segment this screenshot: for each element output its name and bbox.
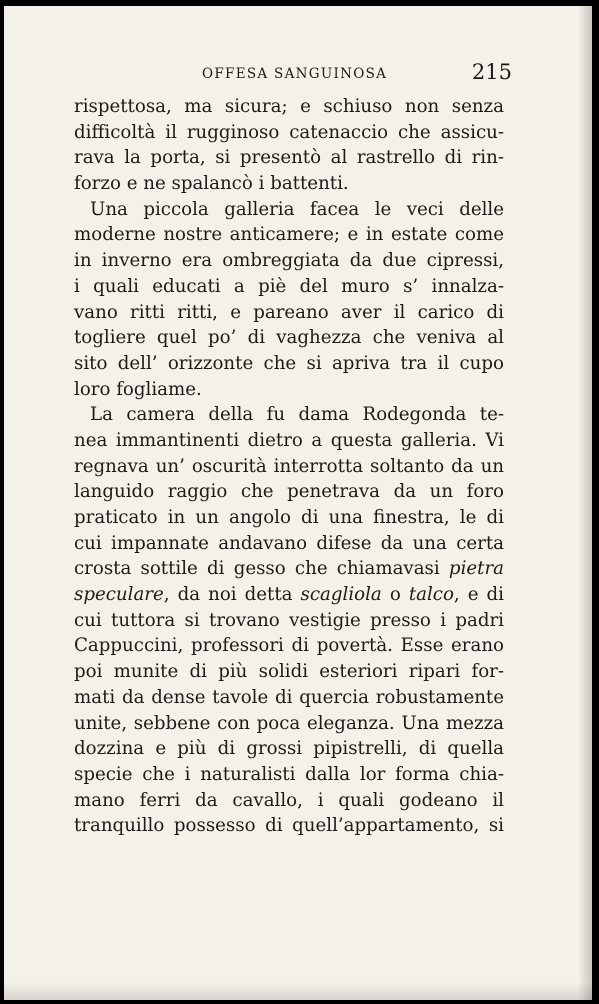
text-line: dozzina e più di grossi pipistrelli, di quella — [74, 738, 504, 760]
italic-word: speculare — [74, 584, 164, 606]
text-line — [74, 582, 504, 608]
italic-word: talco — [408, 584, 454, 606]
book-page — [4, 6, 592, 1000]
text-run: , e di — [453, 584, 504, 606]
text-line: forzo e ne spalancò i battenti. — [74, 173, 349, 195]
body-text — [74, 94, 504, 839]
italic-word: pietra — [448, 558, 504, 580]
text-line: tranquillo possesso di quell’appartamento, si — [74, 815, 504, 837]
text-line: regnava un’ oscurità interrotta soltanto da un — [74, 455, 504, 477]
text-line: togliere quel po’ di vaghezza che veniva al — [74, 327, 504, 349]
text-line: unite, sebbene con poca eleganza. Una mezza — [74, 712, 504, 734]
text-line: mati da dense tavole di quercia robustamente — [74, 686, 504, 708]
text-line: poi munite di più solidi esteriori ripari for- — [74, 661, 504, 683]
text-line: mano ferri da cavallo, i quali godeano il — [74, 789, 504, 811]
text-run: , da noi detta — [163, 584, 301, 606]
text-line: cui tuttora si trovano vestigie presso i padri — [74, 609, 504, 631]
text-line: in inverno era ombreggiata da due cipressi, — [74, 250, 504, 272]
text-line: vano ritti ritti, e pareano aver il carico di — [74, 301, 504, 323]
text-line: Cappuccini, professori di povertà. Esse erano — [74, 635, 504, 657]
text-line: cui impannate andavano difese da una certa — [74, 532, 504, 554]
text-run: crosta sottile di gesso che chiamavasi — [74, 558, 449, 580]
text-line: rava la porta, si presentò al rastrello di rin- — [74, 147, 504, 169]
text-line: moderne nostre anticamere; e in estate come — [74, 224, 504, 246]
page-header — [74, 60, 512, 86]
page-edge-shadow — [578, 6, 592, 1000]
text-line: nea immantinenti dietro a questa galleria. Vi — [74, 429, 504, 451]
page-number: 215 — [471, 60, 512, 84]
text-line: sito dell’ orizzonte che si apriva tra il cupo — [74, 352, 504, 374]
running-title: OFFESA SANGUINOSA — [202, 66, 388, 82]
text-line: Una piccola galleria facea le veci delle — [90, 198, 504, 220]
text-line: languido raggio che penetrava da un foro — [74, 481, 504, 503]
text-line: difficoltà il rugginoso catenaccio che assicu- — [74, 121, 504, 143]
text-line: specie che i naturalisti dalla lor forma chia- — [74, 763, 504, 785]
text-line: rispettosa, ma sicura; e schiuso non senza — [74, 96, 504, 117]
page-bottom-shadow — [4, 982, 592, 1000]
text-line: La camera della fu dama Rodegonda te- — [90, 404, 504, 426]
text-line: loro fogliame. — [74, 378, 202, 400]
italic-word: scagliola — [300, 584, 382, 606]
text-line: i quali educati a piè del muro s’ innalza- — [74, 275, 504, 297]
text-line: praticato in un angolo di una finestra, le di — [74, 507, 504, 528]
text-line — [74, 556, 504, 582]
text-run: o — [381, 584, 409, 606]
